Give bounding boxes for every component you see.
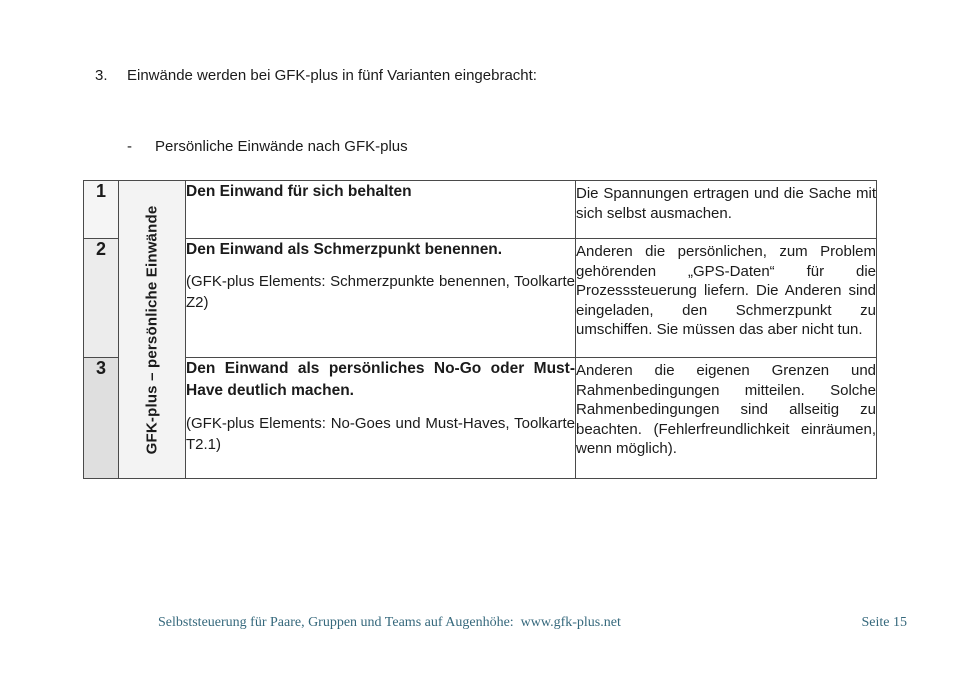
explanation-text: Die Spannungen ertragen und die Sache mit sich selbst ausmachen. <box>576 185 876 222</box>
variant-cell <box>186 239 576 358</box>
table-side-label: GFK-plus – persönliche Einwände <box>143 205 161 454</box>
explanation-cell <box>576 358 877 479</box>
explanation-text: Anderen die persönlichen, zum Problem gehörenden „GPS-Daten“ für die Prozesssteuerung liefern. Die Anderen sind eingeladen, den Schmerzpunkt zu umschiffen. Sie müssen das aber nicht tun. <box>576 243 876 338</box>
variant-note: (GFK-plus Elements: Schmerzpunkte benennen, Toolkarte Z2) <box>186 273 575 312</box>
footer-text: Selbststeuerung für Paare, Gruppen und Teams auf Augenhöhe: www.gfk-plus.net <box>158 615 621 630</box>
variant-cell <box>186 358 576 479</box>
row-number-cell: 1 <box>84 181 119 239</box>
variants-table <box>83 180 877 479</box>
variant-title: Den Einwand für sich behalten <box>186 183 412 200</box>
table-row <box>84 358 877 479</box>
section-heading <box>95 67 537 85</box>
subitem-heading-text: Persönliche Einwände nach GFK-plus <box>155 138 408 155</box>
variant-cell <box>186 181 576 239</box>
section-heading-text: Einwände werden bei GFK-plus in fünf Varianten eingebracht: <box>127 67 537 84</box>
page-footer <box>158 615 907 631</box>
variant-title: Den Einwand als Schmerzpunkt benennen. <box>186 241 503 258</box>
table-row <box>84 181 877 239</box>
section-number: 3. <box>95 67 108 84</box>
row-number-cell: 3 <box>84 358 119 479</box>
explanation-cell <box>576 239 877 358</box>
page-number: Seite 15 <box>861 615 907 630</box>
table-side-label-cell <box>119 181 186 479</box>
subitem-heading <box>127 138 408 156</box>
explanation-text: Anderen die eigenen Grenzen und Rahmenbedingungen mitteilen. Solche Rahmenbedingungen sind allseitig zu beachten. (Fehlerfreundlichkeit einräumen, wenn möglich). <box>576 362 876 457</box>
explanation-cell <box>576 181 877 239</box>
variant-note: (GFK-plus Elements: No-Goes und Must-Haves, Toolkarte T2.1) <box>186 414 575 453</box>
variant-title: Den Einwand als persönliches No-Go oder Must-Have deutlich machen. <box>186 360 575 400</box>
subitem-marker: - <box>127 138 132 155</box>
table-row <box>84 239 877 358</box>
row-number-cell: 2 <box>84 239 119 358</box>
